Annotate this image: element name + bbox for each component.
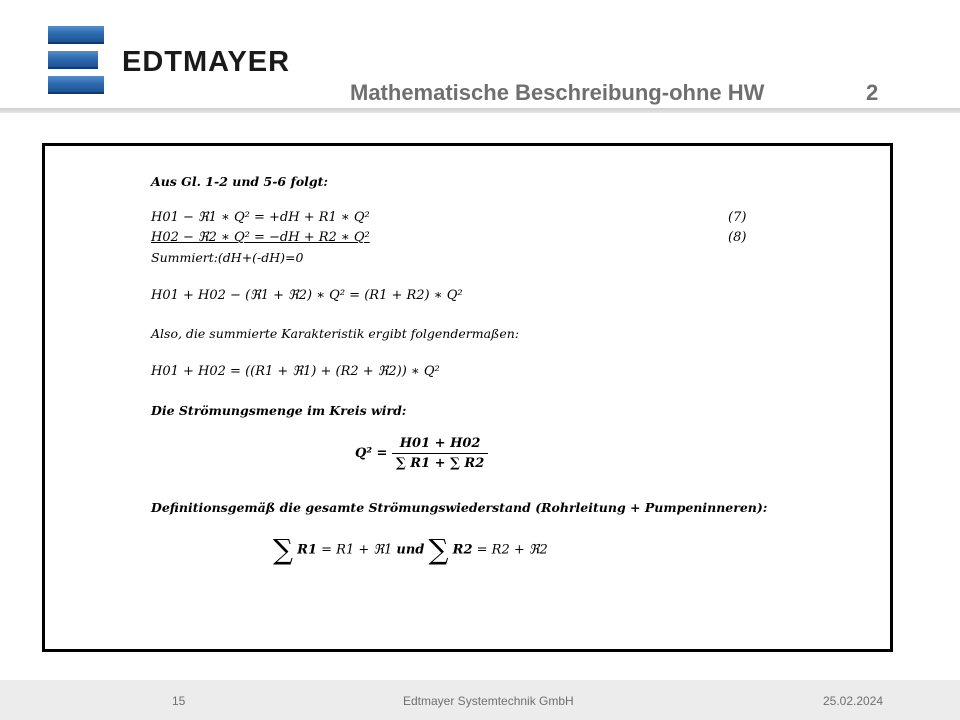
def-und: und xyxy=(396,542,425,558)
equation-8-number: (8) xyxy=(728,230,747,245)
q2-numerator: H01 + H02 xyxy=(392,436,488,454)
footer-company: Edtmayer Systemtechnik GmbH xyxy=(403,694,574,708)
footer-slide-number: 15 xyxy=(172,694,186,708)
sum-r2-symbol: ∑ xyxy=(428,533,449,566)
content-frame xyxy=(42,143,893,652)
summiert-text: Summiert:(dH+(-dH)=0 xyxy=(151,250,304,265)
q2-formula xyxy=(355,436,488,471)
logo-bar-middle xyxy=(48,51,98,69)
slide-title: Mathematische Beschreibung-ohne HW xyxy=(350,80,765,105)
also-text: Also, die summierte Karakteristik ergibt folgendermaßen: xyxy=(151,326,520,341)
logo-text: EDTMAYER xyxy=(122,46,291,78)
logo-bar-bottom xyxy=(48,76,104,94)
def-r2-lhs: R2 xyxy=(452,542,473,558)
equation-characteristic: H01 + H02 = ((R1 + ℜ1) + (R2 + ℜ2)) ∗ Q² xyxy=(151,364,440,379)
footer-bar xyxy=(0,680,960,720)
logo-mark-icon xyxy=(48,26,104,94)
q2-lhs: Q² = xyxy=(355,446,388,461)
footer-date: 25.02.2024 xyxy=(823,694,884,708)
definition-formula xyxy=(273,533,548,566)
def-r2-rhs: = R2 + ℜ2 xyxy=(476,542,548,558)
def-r1-lhs: R1 xyxy=(297,542,317,558)
equation-sum: H01 + H02 − (ℜ1 + ℜ2) ∗ Q² = (R1 + R2) ∗ Q² xyxy=(151,288,463,303)
equation-7-number: (7) xyxy=(728,210,747,225)
stroemung-heading: Die Strömungsmenge im Kreis wird: xyxy=(151,403,407,418)
equation-7: H01 − ℜ1 ∗ Q² = +dH + R1 ∗ Q² xyxy=(151,210,370,225)
header-divider xyxy=(0,108,960,113)
company-logo xyxy=(48,26,308,96)
logo-bar-top xyxy=(48,26,104,44)
q2-denominator: ∑ R1 + ∑ R2 xyxy=(395,456,485,471)
equation-8: H02 − ℜ2 ∗ Q² = −dH + R2 ∗ Q² xyxy=(151,230,370,245)
sum-r1-symbol: ∑ xyxy=(273,533,293,566)
definition-heading: Definitionsgemäß die gesamte Strömungswiederstand (Rohrleitung + Pumpeninneren): xyxy=(151,500,768,515)
def-r1-rhs: = R1 + ℜ1 xyxy=(321,542,397,558)
intro-text: Aus Gl. 1-2 und 5-6 folgt: xyxy=(151,174,329,189)
q2-fraction xyxy=(392,436,488,471)
section-number: 2 xyxy=(866,80,879,105)
